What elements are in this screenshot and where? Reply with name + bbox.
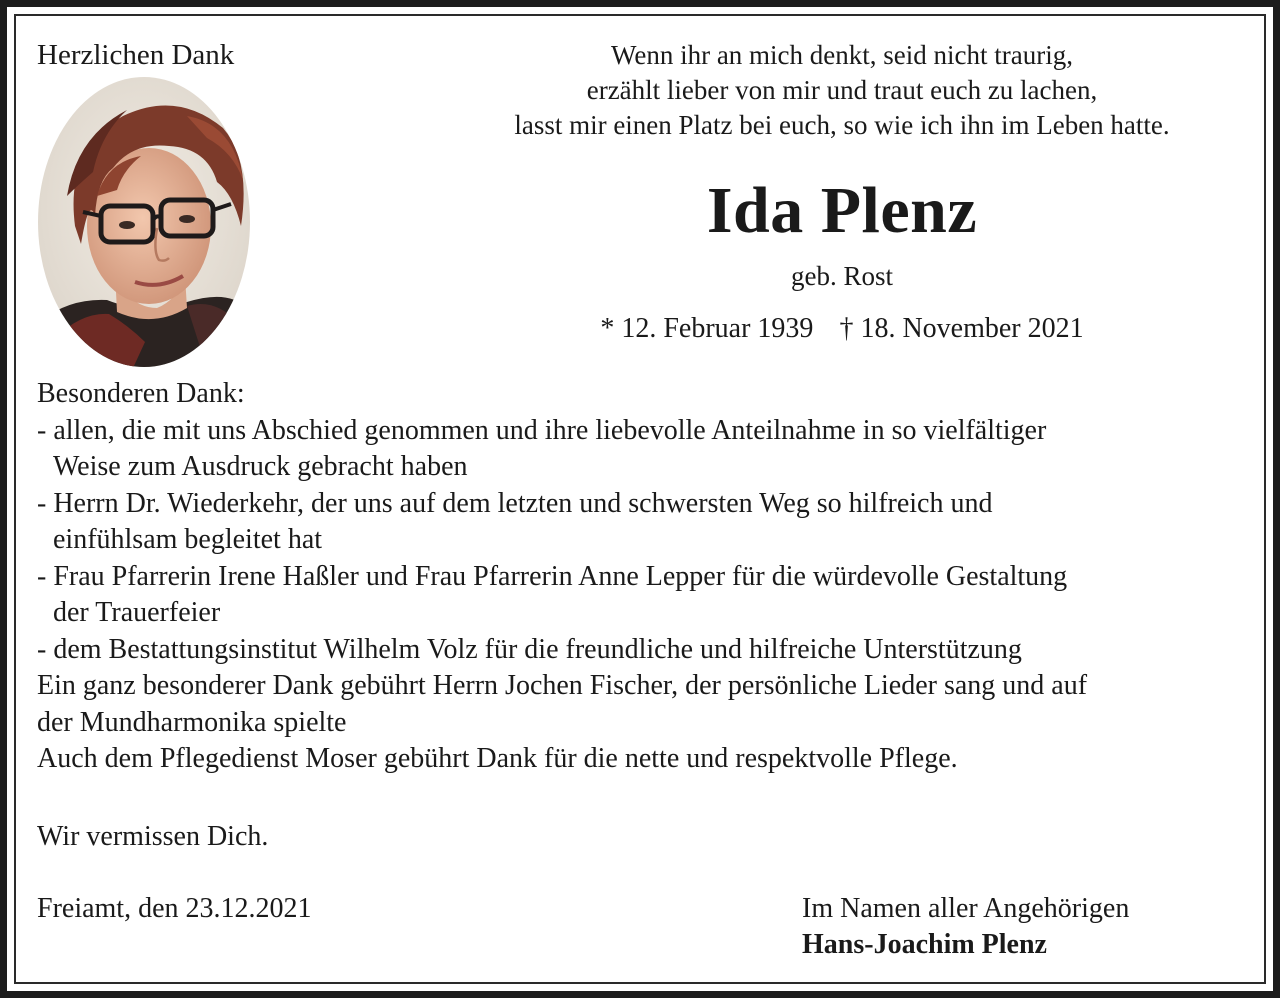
- poem-line: erzählt lieber von mir und traut euch zu lachen,: [586, 75, 1098, 105]
- deceased-name: Ida Plenz: [706, 174, 978, 247]
- special-thanks-line: Ein ganz besonderer Dank gebührt Herrn Jochen Fischer, der persönliche Lieder sang und auf: [37, 670, 1088, 701]
- care-thanks-line: Auch dem Pflegedienst Moser gebührt Dank für die nette und respektvolle Pflege.: [37, 743, 958, 774]
- miss-you-line: Wir vermissen Dich.: [37, 821, 269, 852]
- signoff-line: Im Namen aller Angehörigen: [802, 893, 1130, 924]
- poem-line: Wenn ihr an mich denkt, seid nicht traurig,: [611, 40, 1073, 70]
- thanks-item: - Frau Pfarrerin Irene Haßler und Frau Pfarrerin Anne Lepper für die würdevolle Gestaltung: [37, 560, 1068, 592]
- life-dates: [440, 311, 1244, 347]
- death-date: † 18. November 2021: [839, 313, 1084, 344]
- thanks-item-continuation: Weise zum Ausdruck gebracht haben: [53, 451, 468, 482]
- special-thanks-line: der Mundharmonika spielte: [37, 706, 347, 738]
- thanks-heading: Besonderen Dank:: [37, 378, 245, 409]
- maiden-name: geb. Rost: [790, 261, 893, 291]
- thanks-item-continuation: der Trauerfeier: [53, 597, 221, 628]
- portrait-photo-oval: [37, 76, 251, 368]
- signoff-block: [802, 891, 1129, 963]
- thanks-item-continuation: einfühlsam begleitet hat: [53, 524, 323, 555]
- thanks-item: - Herrn Dr. Wiederkehr, der uns auf dem letzten und schwersten Weg so hilfreich und: [37, 487, 993, 519]
- poem-line: lasst mir einen Platz bei euch, so wie ich ihn im Leben hatte.: [514, 110, 1170, 140]
- thanks-item: - allen, die mit uns Abschied genommen und ihre liebevolle Anteilnahme in so vielfältiger: [37, 414, 1047, 446]
- thanks-section: [37, 376, 1252, 778]
- place-and-date: Freiamt, den 23.12.2021: [37, 893, 312, 924]
- memorial-poem: [440, 38, 1244, 143]
- thanks-item: - dem Bestattungsinstitut Wilhelm Volz für die freundliche und hilfreiche Unterstützung: [37, 633, 1022, 665]
- signer-name: Hans-Joachim Plenz: [802, 929, 1047, 960]
- notice-heading: Herzlichen Dank: [37, 39, 235, 71]
- birth-date: * 12. Februar 1939: [600, 313, 814, 344]
